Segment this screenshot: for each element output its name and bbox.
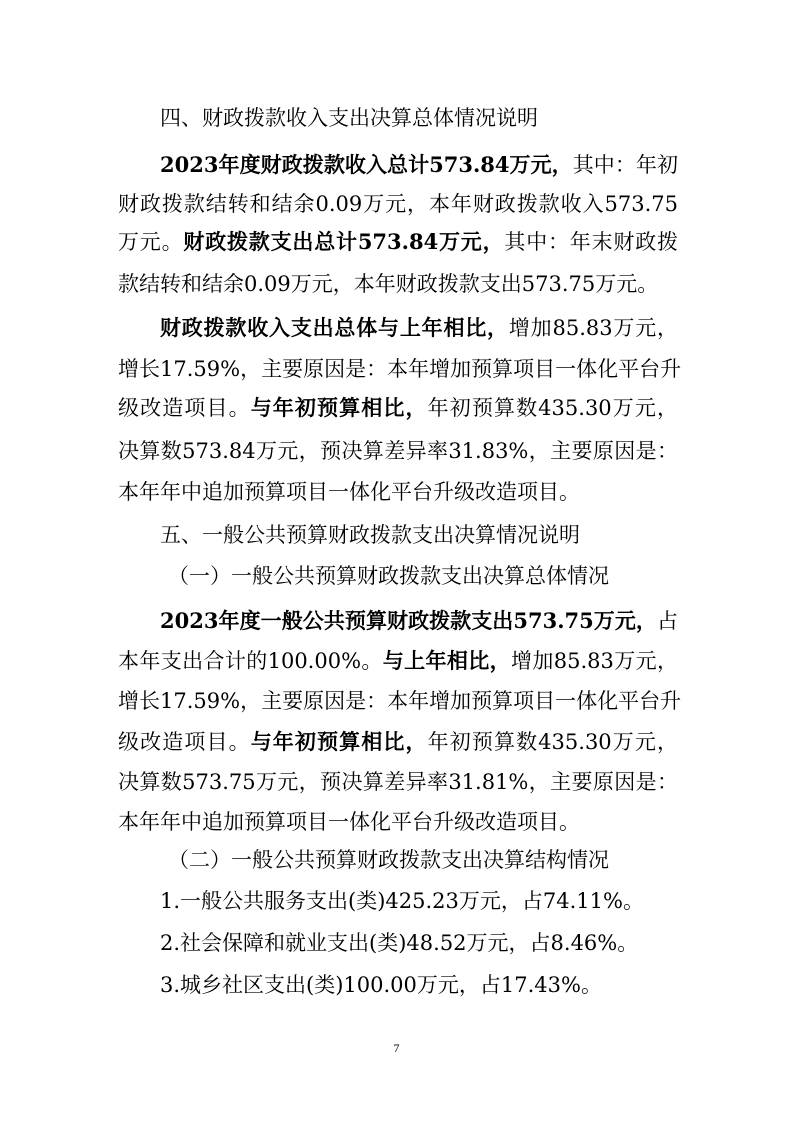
text: 万元。 <box>118 230 184 254</box>
section-4-heading: 四、财政拨款收入支出决算总体情况说明 <box>160 106 538 130</box>
paragraph-line: 决算数573.75万元，预决算差异率31.81%，主要原因是： <box>118 770 678 794</box>
text: 本年支出合计的100.00%。 <box>118 649 383 673</box>
paragraph-line: 本年年中追加预算项目一体化平台升级改造项目。 <box>118 810 580 834</box>
section-5-heading: 五、一般公共预算财政拨款支出决算情况说明 <box>160 523 580 547</box>
paragraph-line: 款结转和结余0.09万元，本年财政拨款支出573.75万元。 <box>118 272 659 296</box>
paragraph-line: 决算数573.84万元，预决算差异率31.83%，主要原因是： <box>118 439 678 463</box>
bold-text: 与年初预算相比， <box>250 729 428 754</box>
text: 级改造项目。 <box>118 730 251 754</box>
text: 级改造项目。 <box>118 396 251 420</box>
paragraph-line: 增长17.59%，主要原因是：本年增加预算项目一体化平台升 <box>118 357 682 381</box>
paragraph-line <box>118 227 678 257</box>
list-item: 1.一般公共服务支出(类)425.23万元，占74.11%。 <box>160 889 644 913</box>
paragraph-line <box>160 150 678 180</box>
bold-text: 财政拨款收入支出总体与上年相比， <box>160 315 509 340</box>
paragraph-line: 财政拨款结转和结余0.09万元，本年财政拨款收入573.75 <box>118 192 678 216</box>
text: 年初预算数435.30万元， <box>427 730 679 754</box>
paragraph-line <box>118 393 678 423</box>
bold-text: 与年初预算相比， <box>250 395 428 420</box>
paragraph-line: 增长17.59%，主要原因是：本年增加预算项目一体化平台升 <box>118 689 682 713</box>
text: 其中：年末财政拨 <box>504 230 678 254</box>
paragraph-line <box>118 727 678 757</box>
list-item: 3.城乡社区支出(类)100.00万元，占17.43%。 <box>160 973 602 997</box>
paragraph-line <box>118 646 678 676</box>
paragraph-line <box>160 606 678 636</box>
list-item: 2.社会保障和就业支出(类)48.52万元，占8.46%。 <box>160 931 639 955</box>
bold-text: 财政拨款支出总计573.84万元， <box>183 229 505 254</box>
text: 年初预算数435.30万元， <box>427 396 679 420</box>
text: 增加85.83万元， <box>508 316 678 340</box>
bold-text: 2023年度一般公共预算财政拨款支出573.75万元， <box>160 608 657 633</box>
bold-text: 2023年度财政拨款收入总计573.84万元， <box>160 152 573 177</box>
subsection-1-heading: （一）一般公共预算财政拨款支出决算总体情况 <box>168 564 609 588</box>
bold-text: 与上年相比， <box>382 648 512 673</box>
text: 其中：年初 <box>572 153 678 177</box>
subsection-2-heading: （二）一般公共预算财政拨款支出决算结构情况 <box>168 848 609 872</box>
text: 占 <box>657 609 678 633</box>
text: 增加85.83万元， <box>511 649 678 673</box>
page-number: 7 <box>393 1041 400 1055</box>
paragraph-line: 本年年中追加预算项目一体化平台升级改造项目。 <box>118 480 580 504</box>
paragraph-line <box>160 313 678 343</box>
